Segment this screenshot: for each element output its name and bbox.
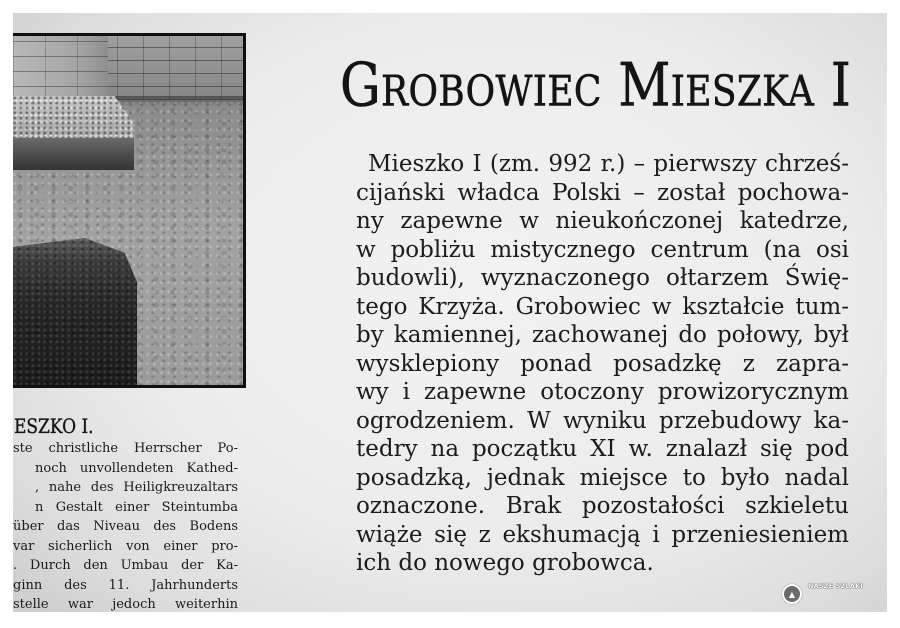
information-sign <box>13 13 887 612</box>
german-line: n Gestalt einer Steintumba <box>35 499 238 515</box>
polish-description <box>356 150 849 578</box>
german-line: ginn des 11. Jahrhunderts <box>13 577 238 593</box>
polish-line: w pobliżu mistycznego centrum (na osi <box>356 236 849 263</box>
illustration-stone-tomb <box>13 238 137 385</box>
illustration-pillar-plinth <box>13 138 134 170</box>
polish-line: Mieszko I (zm. 992 r.) – pierwszy chrześ- <box>368 151 849 177</box>
sign-title: Grobowiec Mieszka I <box>340 51 852 122</box>
german-line: . Durch den Umbau der Ka- <box>13 558 238 573</box>
polish-line: budowli), wyznaczonego ołtarzem Świę- <box>356 265 849 291</box>
german-line: , nahe des Heiligkreuzaltars <box>35 480 238 495</box>
german-line: über das Niveau des Bodens <box>13 519 238 534</box>
polish-line: wy i zapewne otoczony prowizorycznym <box>356 379 849 405</box>
polish-line: posadzką, jednak miejsce to było nadal <box>356 464 849 491</box>
polish-line: cijański władca Polski – został pochowa- <box>356 179 849 206</box>
polish-line: ny zapewne w nieukończonej katedrze, <box>356 208 849 234</box>
polish-line: ogrodzeniem. W wyniku przebudowy ka- <box>356 407 849 434</box>
german-line: var sicherlich von einer pro- <box>13 538 238 554</box>
polish-line: tedry na początku XI w. znalazł się pod <box>356 436 849 462</box>
german-description <box>13 439 238 612</box>
polish-line: ich do nowego grobowca. <box>356 550 654 576</box>
german-line: stelle war jedoch weiterhin <box>13 597 238 612</box>
illustration-pillar-base <box>13 96 134 140</box>
illustration-pillar <box>13 36 108 102</box>
polish-line: oznaczone. Brak pozostałości szkieletu <box>356 493 849 519</box>
tomb-illustration <box>13 33 246 388</box>
polish-line: tego Krzyża. Grobowiec w kształcie tum- <box>356 293 849 320</box>
german-line: ste christliche Herrscher Po- <box>13 441 238 456</box>
german-line: noch unvollendeten Kathed- <box>35 460 238 476</box>
naszeszlaki-logo-icon: ▲ <box>782 584 802 604</box>
polish-line: wysklepiony ponad posadzkę z zapra- <box>356 350 849 377</box>
polish-line: wiąże się z ekshumacją i przeniesieniem <box>356 521 849 548</box>
polish-line: by kamiennej, zachowanej do połowy, był <box>356 322 849 348</box>
watermark-text: NASZE SZLAKI <box>808 582 863 590</box>
german-heading: ESZKO I. <box>14 415 94 439</box>
